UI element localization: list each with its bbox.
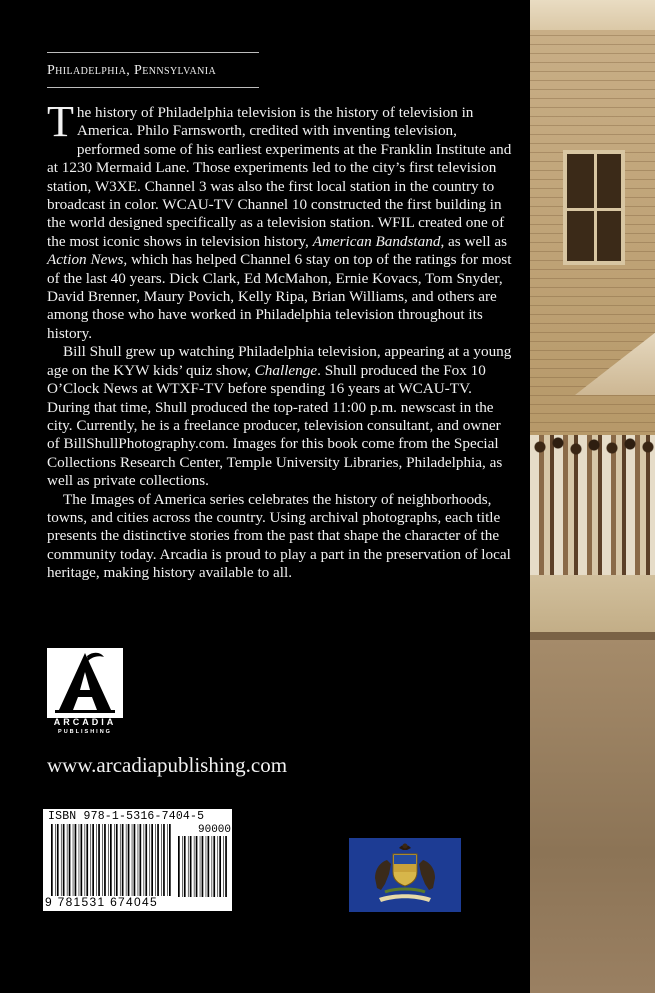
- barcode-bar: [163, 824, 165, 896]
- barcode-bar: [161, 824, 162, 896]
- street: [530, 640, 655, 993]
- barcode-bar: [223, 836, 224, 897]
- book-description: [47, 97, 515, 583]
- ean-digits: 9 781531 674045: [45, 895, 158, 909]
- paragraph-series: The Images of America series celebrates the history of neighborhoods, towns, and cities across the country. Using archival photographs, each title presents the distinctive stories from the past that shape the character of the community today. Arcadia is proud to play a part in the preservation of local heritage, making history available to all.: [47, 490, 511, 582]
- paragraph-history: The history of Philadelphia television is the history of television in America. Philo Farnsworth, credited with inventing television, performed some of his earliest experiments at the Franklin Institute and at 1230 Mermaid Lane. Those experiments led to the city’s first television station, W3XE. Channel 3 was also the first local station in the country to broadcast in color. WCAU-TV Channel 10 constructed the first building in the world designed specifically as a television station. WFIL created one of the most iconic shows in television history, American Bandstand, as well as Action News, which has helped Channel 6 stay on top of the ratings for most of the last 40 years. Dick Clark, Ed McMahon, Ernie Kovacs, Tom Snyder, David Brenner, Maury Povich, Kelly Ripa, Brian Williams, and others are among those who have worked in Philadelphia television throughout its history.: [47, 97, 512, 342]
- bottom-rule: [47, 87, 259, 88]
- barcode-bar: [196, 836, 198, 897]
- barcode-bar: [108, 824, 109, 896]
- barcode-bar: [63, 824, 65, 896]
- barcode-bar: [151, 824, 153, 896]
- barcode-bar: [128, 824, 130, 896]
- barcode-bar: [81, 824, 83, 896]
- pennsylvania-coat-of-arms-icon: [349, 838, 461, 912]
- barcode-bar: [92, 824, 94, 896]
- barcode-bar: [116, 824, 118, 896]
- building-window: [563, 150, 625, 265]
- barcode-bar: [144, 824, 145, 896]
- barcode-bar: [145, 824, 147, 896]
- publisher-website: www.arcadiapublishing.com: [47, 753, 288, 777]
- barcode-bar: [85, 824, 86, 896]
- barcode-bar: [167, 824, 168, 896]
- barcode-bar: [219, 836, 221, 897]
- barcode-bar: [212, 836, 213, 897]
- logo-wordmark: ARCADIA: [53, 717, 117, 727]
- curb: [530, 632, 655, 640]
- barcode-bar: [122, 824, 124, 896]
- barcode-bar: [169, 824, 171, 896]
- barcode-bar: [51, 824, 53, 896]
- barcode-bar: [90, 824, 91, 896]
- barcode-bar: [98, 824, 100, 896]
- barcode-bar: [206, 836, 207, 897]
- isbn-number: ISBN 978-1-5316-7404-5: [48, 810, 205, 823]
- barcode-bar: [120, 824, 121, 896]
- barcode-bar: [75, 824, 77, 896]
- arcadia-publishing-logo: [47, 648, 123, 740]
- sepia-crowd-photo: [530, 0, 655, 993]
- location-title: Philadelphia, Pennsylvania: [47, 63, 217, 78]
- barcode-bar: [157, 824, 159, 896]
- barcode-bar: [188, 836, 189, 897]
- barcode-bar: [67, 824, 68, 896]
- barcode-bar: [104, 824, 106, 896]
- top-rule: [47, 52, 259, 53]
- barcode-bar: [57, 824, 59, 896]
- barcode-bar: [213, 836, 215, 897]
- barcode-bar: [190, 836, 192, 897]
- barcode-bar: [114, 824, 115, 896]
- barcode-bar: [132, 824, 133, 896]
- sidewalk: [530, 575, 655, 635]
- barcode-bar: [69, 824, 71, 896]
- isbn-barcode: [43, 809, 232, 911]
- show-title: Action News: [47, 251, 124, 269]
- barcode-bar: [61, 824, 62, 896]
- barcode-bar: [217, 836, 218, 897]
- show-title: Challenge: [254, 361, 318, 379]
- barcode-bar: [110, 824, 112, 896]
- addon-bars: [178, 836, 228, 897]
- barcode-bar: [102, 824, 103, 896]
- barcode-bar: [202, 836, 204, 897]
- barcode-bar: [225, 836, 227, 897]
- barcode-bar: [149, 824, 150, 896]
- barcode-bar: [184, 836, 186, 897]
- barcode-bar: [55, 824, 56, 896]
- barcode-bar: [182, 836, 183, 897]
- arcadia-a-icon: [47, 648, 123, 718]
- barcode-bar: [208, 836, 210, 897]
- barcode-bar: [178, 836, 180, 897]
- barcode-bar: [86, 824, 88, 896]
- paragraph-author: Bill Shull grew up watching Philadelphia television, appearing at a young age on the KYW kids’ quiz show, Challenge. Shull produced the Fox 10 O’Clock News at WTXF-TV before spending 16 years at WCAU-TV. During that time, Shull produced the top-rated 11:00 p.m. newscast in the city. Currently, he is a freelance producer, television consultant, and owner of BillShullPhotography.com. Images for this book come from the Special Collections Research Center, Temple University Libraries, Philadelphia, as well as private collections.: [47, 343, 512, 490]
- barcode-bar: [79, 824, 80, 896]
- price-code: 90000: [198, 824, 232, 836]
- show-title: American Bandstand: [312, 232, 441, 250]
- barcode-bar: [126, 824, 127, 896]
- drop-cap: T: [47, 97, 74, 146]
- waiting-crowd: [530, 435, 655, 575]
- barcode-bar: [73, 824, 74, 896]
- logo-subtitle: PUBLISHING: [58, 729, 112, 735]
- ean-bars: [51, 824, 171, 896]
- barcode-bar: [134, 824, 136, 896]
- barcode-bar: [194, 836, 195, 897]
- barcode-bar: [96, 824, 97, 896]
- barcode-bar: [155, 824, 156, 896]
- barcode-bar: [138, 824, 139, 896]
- barcode-bar: [200, 836, 201, 897]
- barcode-bar: [140, 824, 142, 896]
